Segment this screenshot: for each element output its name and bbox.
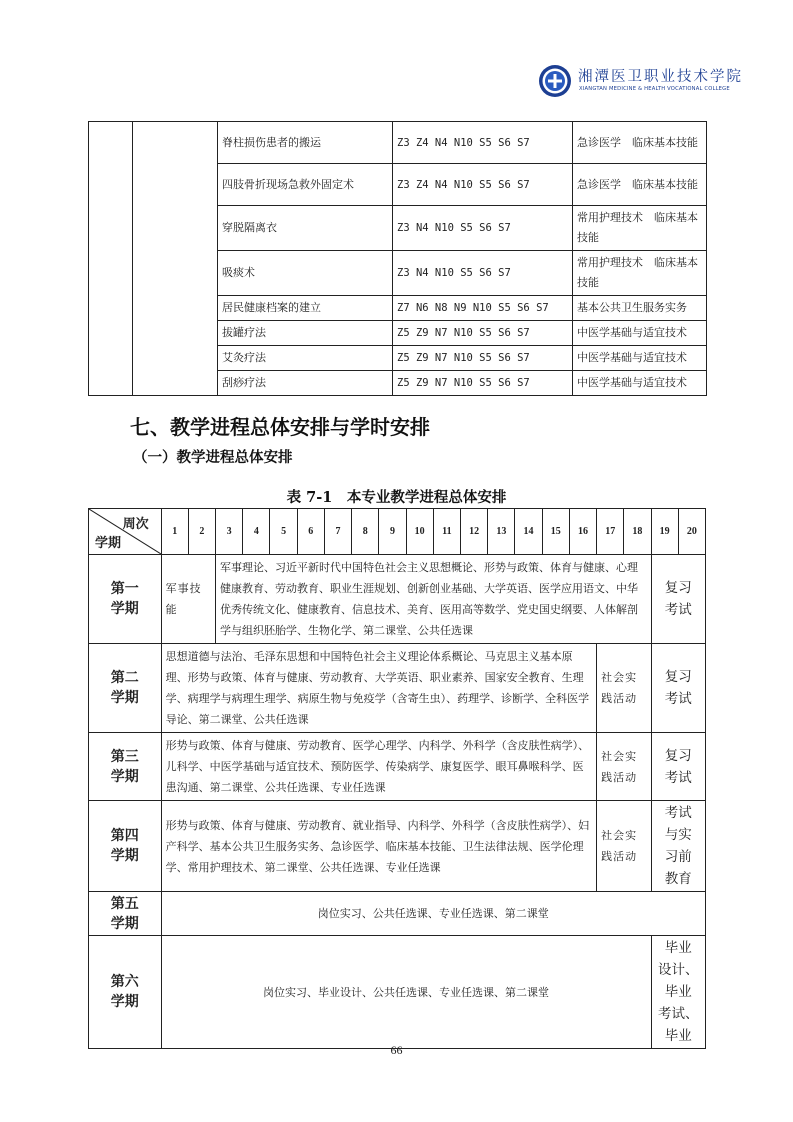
courses-cell: 思想道德与法治、毛泽东思想和中国特色社会主义理论体系概论、马克思主义基本原理、形势与政策、体育与健康、劳动教育、大学英语、职业素养、国家安全教育、生理学、病理学与病理生理学、病原生物与免疫学（含寄生虫）、药理学、诊断学、全科医学导论、第二课堂、公共任选课 [161,644,597,733]
college-name: 湘潭医卫职业技术学院 [578,69,743,85]
exam-line: 考试 [664,805,692,821]
week-header: 17 [597,509,624,555]
semester-label-line2: 学期 [110,690,139,706]
skill-item: 居民健康档案的建立 [218,296,393,321]
skill-item: 拔罐疗法 [218,321,393,346]
skill-codes: Z3 N4 N10 S5 S6 S7 [393,251,573,296]
semester-label-line2: 学期 [110,848,139,864]
courses-cell: 岗位实习、公共任选课、专业任选课、第二课堂 [161,892,705,936]
skill-item: 穿脱隔离衣 [218,206,393,251]
week-header: 3 [216,509,243,555]
semester-label [89,555,162,644]
exam-cell [651,801,705,892]
subsection-title: （一）教学进程总体安排 [133,449,293,466]
exam-line: 复习 [664,669,692,685]
skill-courses: 常用护理技术 临床基本技能 [573,251,707,296]
skill-codes: Z5 Z9 N7 N10 S5 S6 S7 [393,346,573,371]
section-title: 七、教学进程总体安排与学时安排 [130,415,430,439]
semester-label-line1: 第一 [110,581,139,597]
skill-item: 四肢骨折现场急救外固定术 [218,164,393,206]
skill-courses: 急诊医学 临床基本技能 [573,164,707,206]
week-header: 7 [324,509,351,555]
skill-item: 吸痰术 [218,251,393,296]
skill-codes: Z7 N6 N8 N9 N10 S5 S6 S7 [393,296,573,321]
exam-cell [651,644,705,733]
semester-label-line2: 学期 [110,768,139,785]
week-header: 13 [488,509,515,555]
week-header: 12 [460,509,487,555]
semester-label [89,644,162,733]
college-emblem-icon [538,64,572,98]
table-caption: 表 7-1 本专业教学进程总体安排 [286,489,507,506]
skill-courses: 基本公共卫生服务实务 [573,296,707,321]
skill-item: 刮痧疗法 [218,371,393,396]
exam-line: 与实 [664,827,692,843]
courses-cell: 军事理论、习近平新时代中国特色社会主义思想概论、形势与政策、体育与健康、心理健康教育、劳动教育、职业生涯规划、创新创业基础、大学英语、医学应用语文、中华优秀传统文化、健康教育、信息技术、美育、医用高等数学、党史国史纲要、人体解剖学与组织胚胎学、生物化学、第二课堂、公共任选课 [216,555,652,644]
exam-line: 毕业 [664,940,692,956]
skill-item: 艾灸疗法 [218,346,393,371]
semester-row [89,936,706,1049]
exam-line: 毕业 [664,1028,692,1044]
week-header: 18 [624,509,651,555]
exam-line: 复习 [664,747,692,764]
week-header: 6 [297,509,324,555]
semester-row [89,644,706,733]
semester-label-line2: 学期 [110,601,139,617]
semester-label-line1: 第六 [110,974,139,990]
week-header: 2 [188,509,215,555]
semester-row [89,733,706,801]
category-cell [89,122,133,396]
week-header: 16 [569,509,596,555]
semester-label [89,733,162,801]
exam-line: 教育 [664,871,692,887]
semester-label-line2: 学期 [110,994,139,1010]
skill-codes: Z3 Z4 N4 N10 S5 S6 S7 [393,122,573,164]
week-header: 11 [433,509,460,555]
military-training-cell: 军事技能 [161,555,215,644]
week-header-row [89,509,706,555]
courses-cell: 岗位实习、毕业设计、公共任选课、专业任选课、第二课堂 [161,936,651,1049]
skill-courses: 急诊医学 临床基本技能 [573,122,707,164]
corner-week-label: 周次 [122,517,149,532]
semester-row [89,555,706,644]
exam-line: 考试 [664,602,692,618]
week-header: 9 [379,509,406,555]
semester-row [89,892,706,936]
practice-cell: 社会实践活动 [597,733,651,801]
skill-codes: Z3 Z4 N4 N10 S5 S6 S7 [393,164,573,206]
page-number: 66 [390,1043,403,1057]
college-logo [538,64,743,104]
skill-item: 脊柱损伤患者的搬运 [218,122,393,164]
semester-label-line1: 第五 [110,895,139,912]
exam-line: 考试 [664,691,692,707]
semester-row [89,801,706,892]
practice-cell: 社会实践活动 [597,644,651,733]
corner-header [89,509,162,555]
week-header: 4 [243,509,270,555]
skill-codes: Z3 N4 N10 S5 S6 S7 [393,206,573,251]
skill-codes: Z5 Z9 N7 N10 S5 S6 S7 [393,321,573,346]
courses-cell: 形势与政策、体育与健康、劳动教育、就业指导、内科学、外科学（含皮肤性病学）、妇产科学、基本公共卫生服务实务、急诊医学、临床基本技能、卫生法律法规、医学伦理学、常用护理技术、第二课堂、公共任选课、专业任选课 [161,801,597,892]
skill-courses: 常用护理技术 临床基本技能 [573,206,707,251]
exam-line: 设计、 [658,962,699,978]
semester-label [89,801,162,892]
semester-label [89,936,162,1049]
exam-line: 习前 [664,849,692,865]
table-row [89,122,707,164]
exam-line: 毕业 [664,984,692,1000]
exam-line: 复习 [664,580,692,596]
week-header: 10 [406,509,433,555]
skill-courses: 中医学基础与适宜技术 [573,371,707,396]
subcategory-cell [133,122,218,396]
skill-courses: 中医学基础与适宜技术 [573,346,707,371]
exam-cell [651,936,705,1049]
college-name-en: XIANGTAN MEDICINE & HEALTH VOCATIONAL COLLEGE [579,86,730,92]
exam-cell [651,733,705,801]
semester-label [89,892,162,936]
exam-cell [651,555,705,644]
semester-label-line1: 第三 [110,748,139,765]
week-header: 19 [651,509,678,555]
week-header: 5 [270,509,297,555]
week-header: 1 [161,509,188,555]
week-header: 14 [515,509,542,555]
semester-label-line1: 第二 [110,670,139,686]
semester-label-line1: 第四 [110,828,139,844]
courses-cell: 形势与政策、体育与健康、劳动教育、医学心理学、内科学、外科学（含皮肤性病学）、儿科学、中医学基础与适宜技术、预防医学、传染病学、康复医学、眼耳鼻喉科学、医患沟通、第二课堂、公共任选课、专业任选课 [161,733,597,801]
skill-courses: 中医学基础与适宜技术 [573,321,707,346]
week-header: 15 [542,509,569,555]
semester-label-line2: 学期 [110,915,139,932]
exam-line: 考试 [664,769,692,786]
corner-semester-label: 学期 [95,536,122,551]
schedule-table [88,508,706,1049]
week-header: 8 [352,509,379,555]
exam-line: 考试、 [658,1006,699,1022]
practice-cell: 社会实践活动 [597,801,651,892]
skills-table [88,121,707,396]
skill-codes: Z5 Z9 N7 N10 S5 S6 S7 [393,371,573,396]
week-header: 20 [678,509,705,555]
